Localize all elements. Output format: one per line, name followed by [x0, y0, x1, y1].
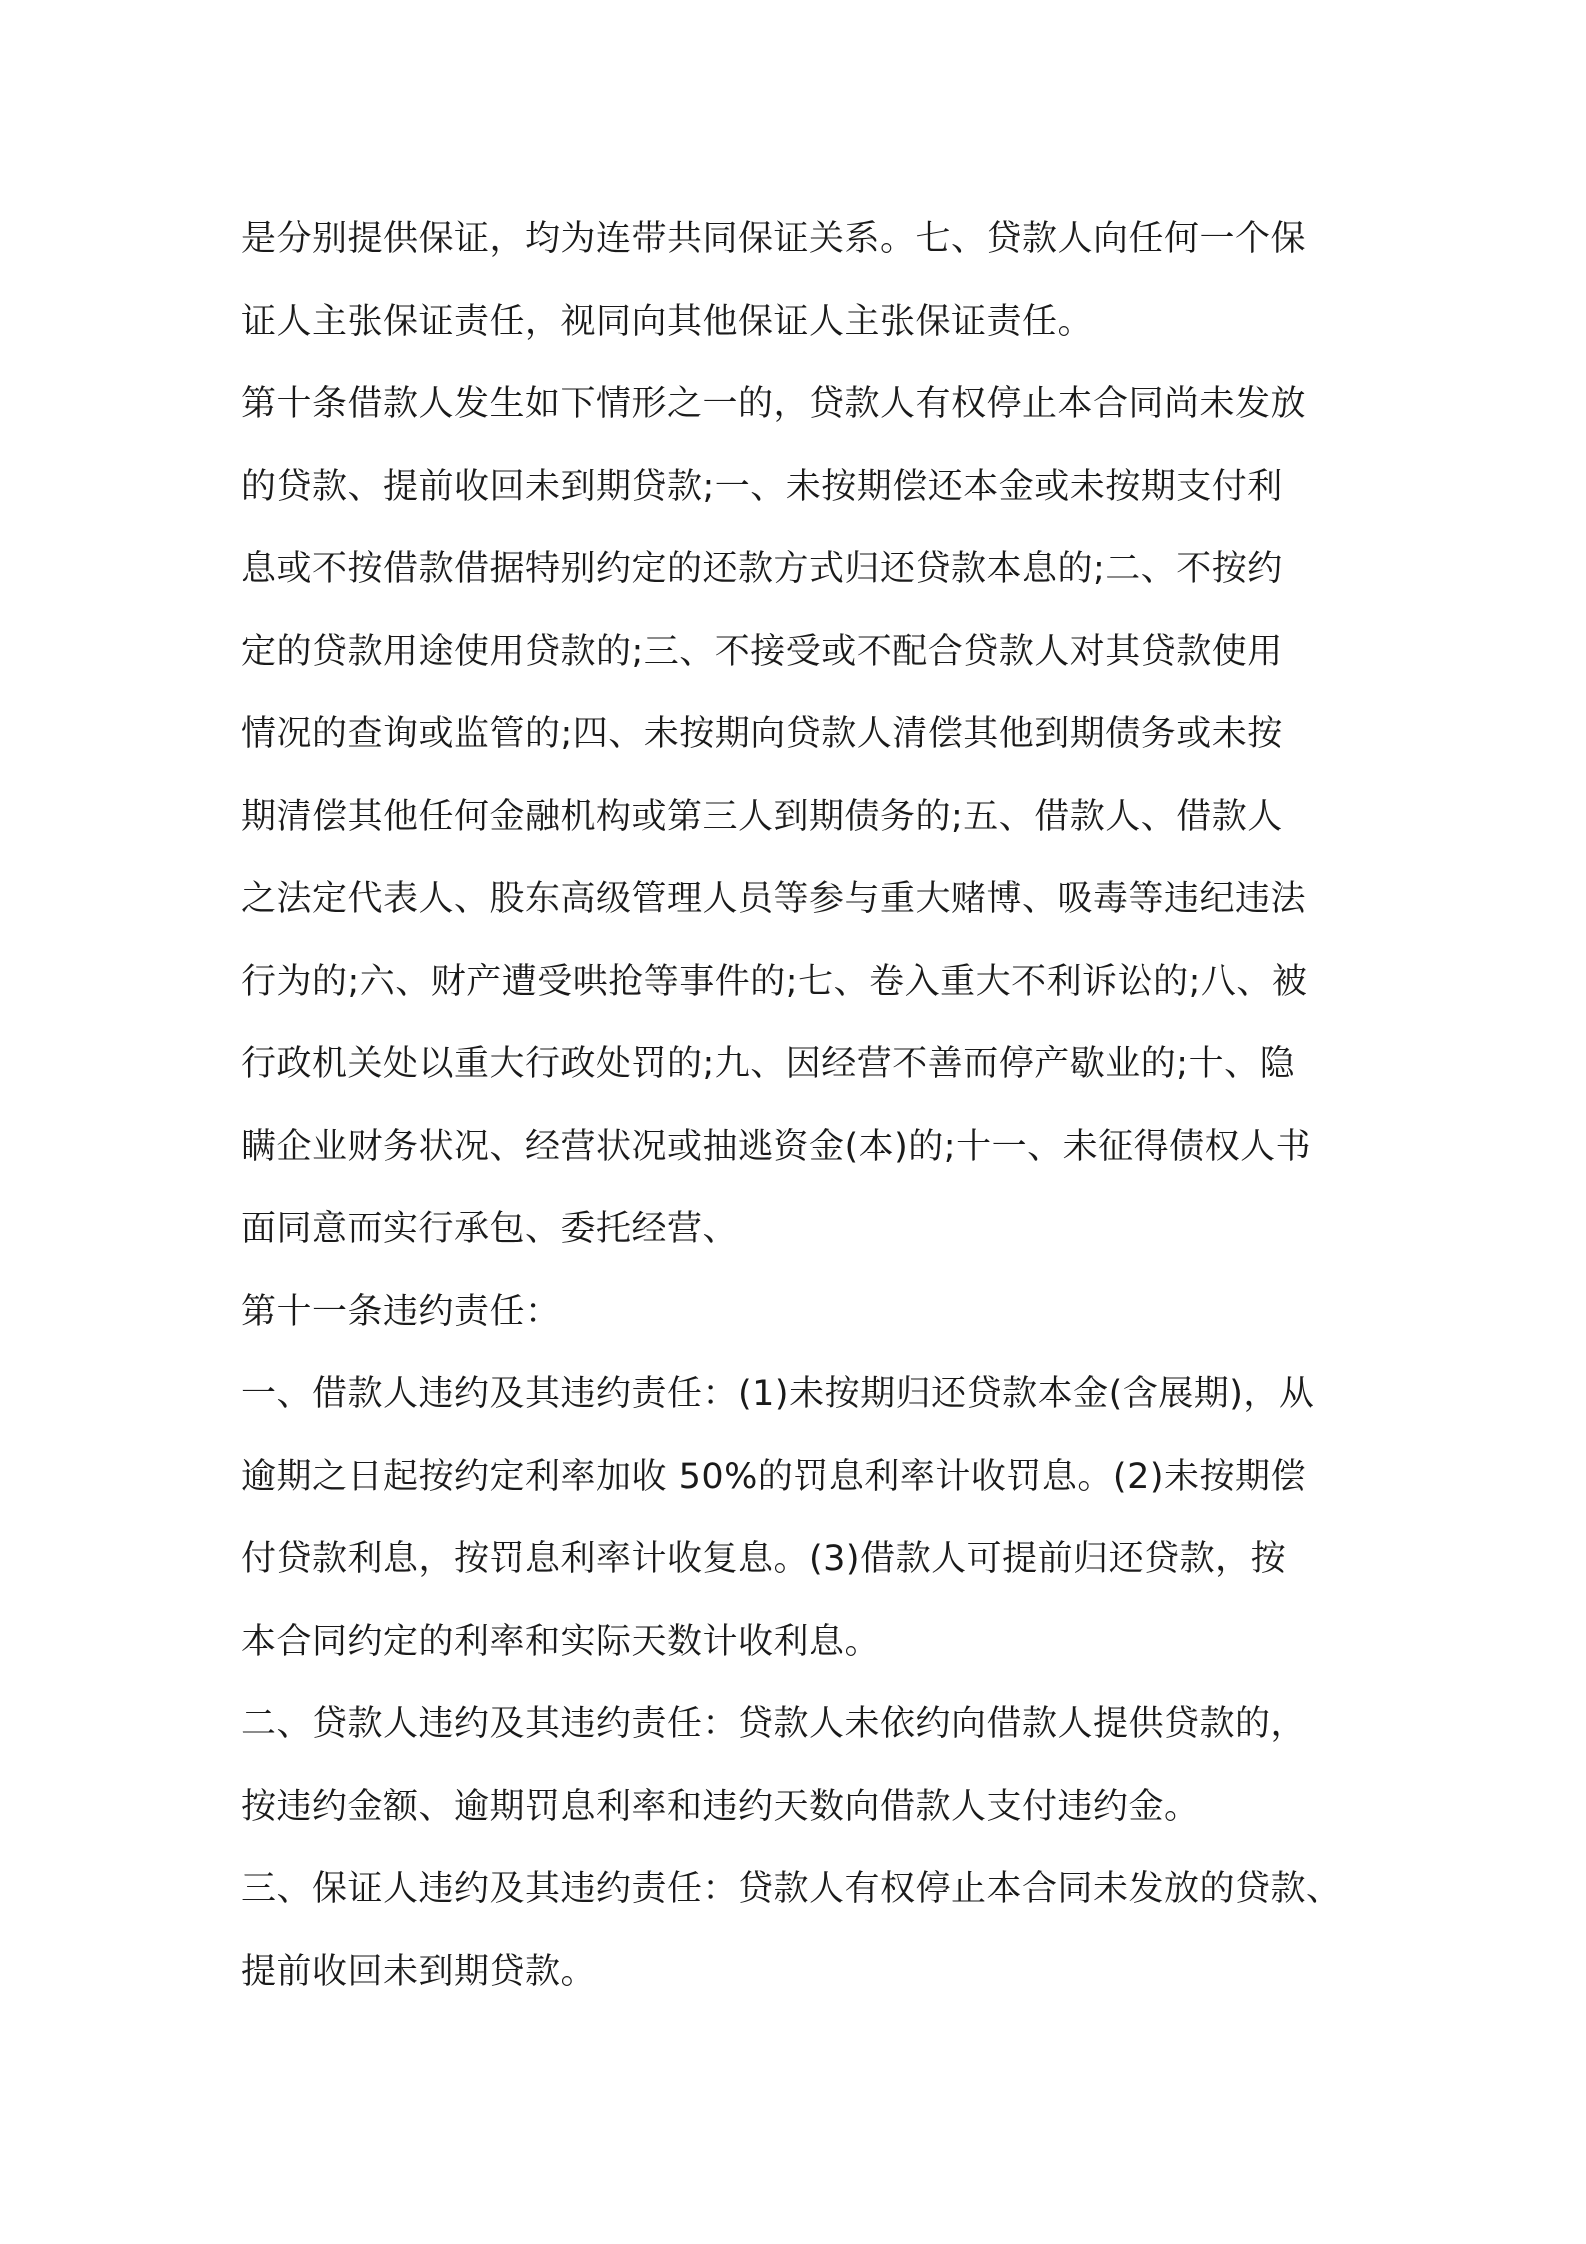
text-line: 三、保证人违约及其违约责任：贷款人有权停止本合同未发放的贷款、: [241, 1869, 1342, 1909]
text-line: 第十条借款人发生如下情形之一的，贷款人有权停止本合同尚未发放: [241, 384, 1307, 424]
text-line: 的贷款、提前收回未到期贷款;一、未按期偿还本金或未按期支付利: [241, 466, 1283, 507]
text-line: 瞒企业财务状况、经营状况或抽逃资金(本)的;十一、未征得债权人书: [241, 1126, 1312, 1167]
text-line: 本合同约定的利率和实际天数计收利息。: [241, 1621, 881, 1662]
text-line: 提前收回未到期贷款。: [241, 1951, 597, 1992]
section-heading: 第十一条违约责任：: [241, 1291, 561, 1332]
document-body: [241, 198, 1351, 2013]
text-line: 息或不按借款借据特别约定的还款方式归还贷款本息的;二、不按约: [241, 549, 1283, 589]
text-line: 证人主张保证责任，视同向其他保证人主张保证责任。: [241, 301, 1094, 342]
text-line: 付贷款利息，按罚息利率计收复息。(3)借款人可提前归还贷款，按: [241, 1539, 1287, 1579]
text-line: 期清偿其他任何金融机构或第三人到期债务的;五、借款人、借款人: [241, 796, 1283, 837]
text-line: 二、贷款人违约及其违约责任：贷款人未依约向借款人提供贷款的，: [241, 1704, 1307, 1744]
text-line: 逾期之日起按约定利率加收 50%的罚息利率计收罚息。(2)未按期偿: [241, 1456, 1306, 1497]
text-line: 行为的;六、财产遭受哄抢等事件的;七、卷入重大不利诉讼的;八、被: [241, 961, 1308, 1002]
text-line: 定的贷款用途使用贷款的;三、不接受或不配合贷款人对其贷款使用: [241, 631, 1283, 672]
text-line: 一、借款人违约及其违约责任：(1)未按期归还贷款本金(含展期)，从: [241, 1374, 1315, 1414]
text-line: 面同意而实行承包、委托经营、: [241, 1209, 739, 1249]
text-line: 是分别提供保证，均为连带共同保证关系。七、贷款人向任何一个保: [241, 219, 1307, 259]
text-line: 行政机关处以重大行政处罚的;九、因经营不善而停产歇业的;十、隐: [241, 1044, 1296, 1084]
text-line: 按违约金额、逾期罚息利率和违约天数向借款人支付违约金。: [241, 1786, 1200, 1827]
text-line: 之法定代表人、股东高级管理人员等参与重大赌博、吸毒等违纪违法: [241, 879, 1307, 919]
text-line: 情况的查询或监管的;四、未按期向贷款人清偿其他到期债务或未按: [241, 714, 1283, 754]
